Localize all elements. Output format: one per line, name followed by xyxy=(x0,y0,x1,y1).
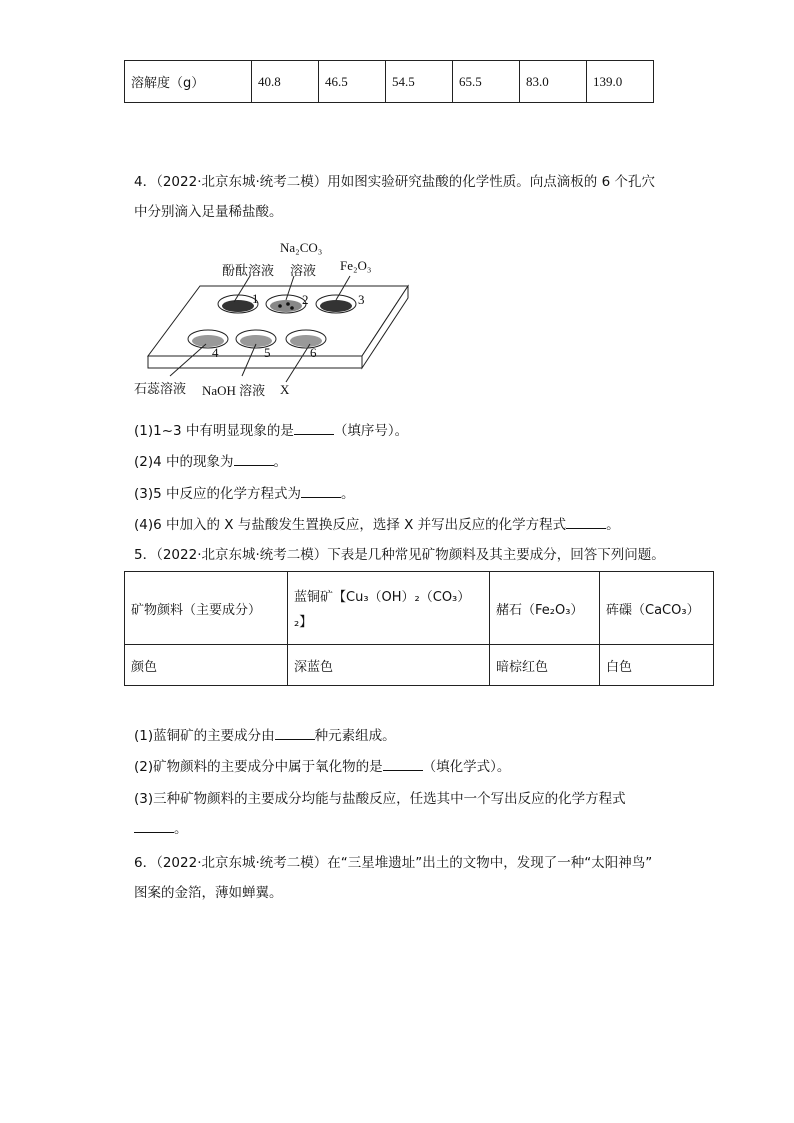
q5-sub3-tail: 。 xyxy=(174,821,188,837)
label-na2co3: Na₂CO₃ xyxy=(280,240,323,255)
q5-sub3: (3)三种矿物颜料的主要成分均能与盐酸反应，任选其中一个写出反应的化学方程式 xyxy=(134,791,626,807)
q4-sub2-tail: 。 xyxy=(273,454,288,470)
table-cell: 白色 xyxy=(600,645,714,686)
label-phenolphthalein: 酚酞溶液 xyxy=(222,263,275,278)
q4-sub3-tail: 。 xyxy=(341,486,355,502)
table-row xyxy=(125,645,714,686)
q5-sub2-text: (2)矿物颜料的主要成分中属于氧化物的是 xyxy=(134,759,383,775)
table-cell: 139.0 xyxy=(587,61,654,103)
table-header-cell xyxy=(288,572,490,645)
table-cell: 54.5 xyxy=(386,61,453,103)
answer-blank xyxy=(275,727,315,740)
well-number-1: 1 xyxy=(252,291,259,306)
q5-sub1-tail: 种元素组成。 xyxy=(314,728,396,744)
q4-sub2-text: (2)4 中的现象为 xyxy=(134,454,234,470)
table-cell: 暗棕红色 xyxy=(490,645,600,686)
table-header-cell: 矿物颜料（主要成分） xyxy=(125,572,288,645)
q5-sub2 xyxy=(134,757,510,777)
table-cell: 83.0 xyxy=(520,61,587,103)
q4-sub4-text: (4)6 中加入的 X 与盐酸发生置换反应，选择 X 并写出反应的化学方程式 xyxy=(134,517,567,533)
answer-blank xyxy=(234,453,274,466)
answer-blank xyxy=(566,516,606,529)
answer-blank xyxy=(134,820,174,833)
q4-sub4 xyxy=(134,515,620,535)
q4-stem-line2: 中分别滴入足量稀盐酸。 xyxy=(134,204,283,220)
q4-sub1-tail: （填序号）。 xyxy=(333,423,409,439)
well-number-6: 6 xyxy=(310,345,317,360)
table-cell: 颜色 xyxy=(125,645,288,686)
spot-plate-diagram xyxy=(130,236,420,406)
well-number-2: 2 xyxy=(302,292,309,307)
table-row xyxy=(125,61,654,103)
answer-blank xyxy=(301,485,341,498)
q5-stem: 5．（2022·北京东城·统考二模）下表是几种常见矿物颜料及其主要成分，回答下列问题。 xyxy=(134,547,665,563)
label-naoh: NaOH 溶液 xyxy=(202,383,266,398)
q4-sub3 xyxy=(134,484,355,504)
table-header-cell: 赭石（Fe₂O₃） xyxy=(490,572,600,645)
q4-sub2 xyxy=(134,452,287,472)
q4-sub4-tail: 。 xyxy=(606,517,620,533)
answer-blank xyxy=(383,758,423,771)
table-cell: 深蓝色 xyxy=(288,645,490,686)
azurite-formula-line1: 蓝铜矿【Cu₃（OH）₂（CO₃） xyxy=(294,590,471,605)
q5-sub3-answer xyxy=(134,819,188,839)
well-number-5: 5 xyxy=(264,345,271,360)
table-cell: 40.8 xyxy=(252,61,319,103)
solubility-table xyxy=(124,60,654,103)
q5-sub2-tail: （填化学式）。 xyxy=(422,759,511,775)
q4-sub1 xyxy=(134,421,408,441)
azurite-formula-line2: ₂】 xyxy=(294,615,313,630)
q6-stem-line1: 6．（2022·北京东城·统考二模）在“三星堆遗址”出土的文物中，发现了一种“太阳神鸟” xyxy=(134,855,653,871)
q6-stem-line2: 图案的金箔，薄如蝉翼。 xyxy=(134,885,283,901)
q5-sub1-text: (1)蓝铜矿的主要成分由 xyxy=(134,728,275,744)
well-number-3: 3 xyxy=(358,292,365,307)
q4-stem-line1: 4．（2022·北京东城·统考二模）用如图实验研究盐酸的化学性质。向点滴板的 6 个孔穴 xyxy=(134,174,655,190)
q4-sub1-text: (1)1~3 中有明显现象的是 xyxy=(134,423,294,439)
table-header-cell: 砗磲（CaCO₃） xyxy=(600,572,714,645)
label-litmus: 石蕊溶液 xyxy=(134,381,187,396)
mineral-pigment-table xyxy=(124,571,714,686)
table-row xyxy=(125,572,714,645)
label-x: X xyxy=(280,382,290,397)
table-cell: 65.5 xyxy=(453,61,520,103)
q4-sub3-text: (3)5 中反应的化学方程式为 xyxy=(134,486,302,502)
label-fe2o3: Fe₂O₃ xyxy=(340,258,372,273)
label-solution: 溶液 xyxy=(290,263,317,278)
answer-blank xyxy=(294,422,334,435)
q5-sub1 xyxy=(134,726,396,746)
table-cell: 46.5 xyxy=(319,61,386,103)
well-number-4: 4 xyxy=(212,345,219,360)
solubility-label: 溶解度（g） xyxy=(125,61,252,103)
